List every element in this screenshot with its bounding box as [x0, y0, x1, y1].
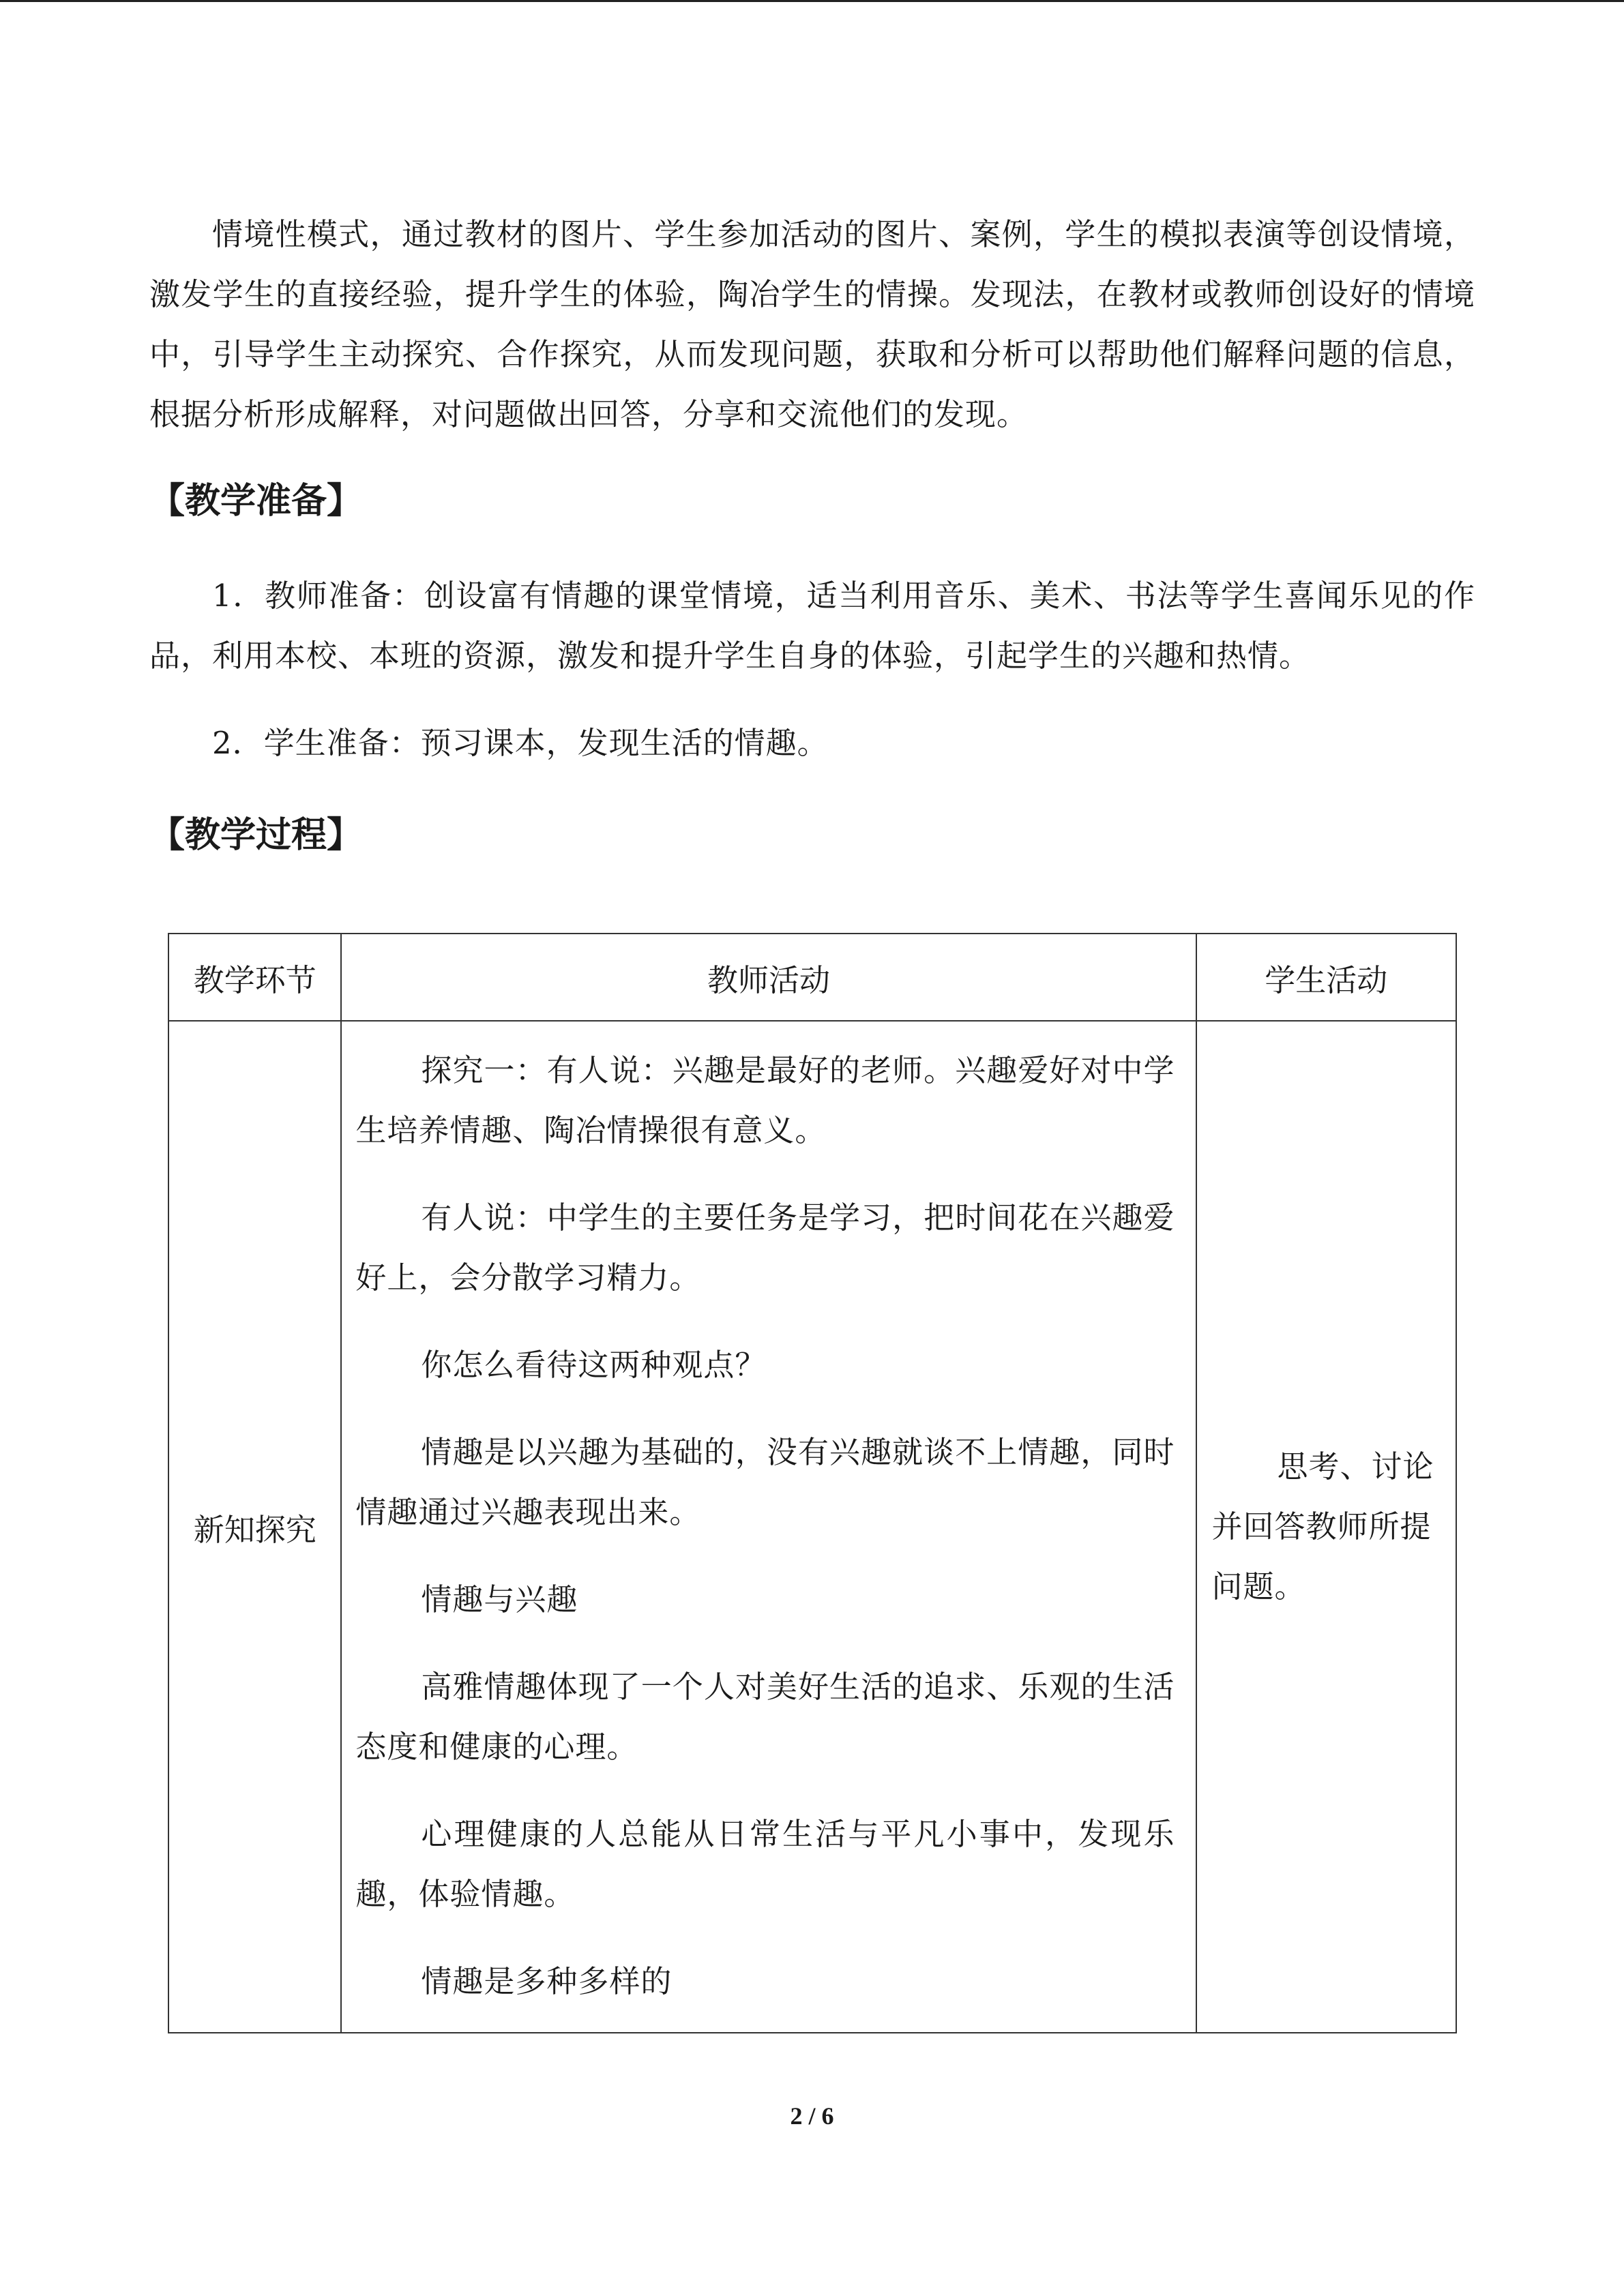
table-header-row [168, 934, 1456, 1021]
teacher-paragraph: 有人说：中学生的主要任务是学习，把时间花在兴趣爱好上，会分散学习精力。 [355, 1199, 1175, 1296]
student-activity-text: 思考、讨论并回答教师所提问题。 [1211, 1448, 1434, 1605]
student-activity-cell [1196, 1021, 1456, 2033]
intro-paragraph: 情境性模式，通过教材的图片、学生参加活动的图片、案例，学生的模拟表演等创设情境，激发学生的直接经验，提升学生的体验，陶冶学生的情操。发现法，在教材或教师创设好的情境中，引导学生主动探究、合作探究，从而发现问题，获取和分析可以帮助他们解释问题的信息，根据分析形成解释，对问题做出回答，分享和交流他们的发现。 [149, 216, 1475, 432]
page-number: 2 / 6 [790, 2102, 834, 2130]
process-heading: 【教学过程】 [149, 815, 363, 856]
preparation-item-student: 2．学生准备：预习课本，发现生活的情趣。 [212, 725, 829, 761]
teacher-paragraph: 探究一：有人说：兴趣是最好的老师。兴趣爱好对中学生培养情趣、陶冶情操很有意义。 [355, 1052, 1175, 1148]
teaching-process-table [168, 933, 1457, 2033]
teacher-paragraph: 你怎么看待这两种观点？ [421, 1347, 767, 1383]
top-border-line [0, 0, 1624, 2]
preparation-heading: 【教学准备】 [149, 481, 363, 522]
teacher-paragraph: 高雅情趣体现了一个人对美好生活的追求、乐观的生活态度和健康的心理。 [355, 1669, 1175, 1765]
header-teacher-activity: 教师活动 [341, 934, 1196, 1021]
document-page [149, 205, 1475, 892]
teacher-paragraph: 情趣与兴趣 [421, 1581, 578, 1617]
teacher-paragraph: 情趣是以兴趣为基础的，没有兴趣就谈不上情趣，同时情趣通过兴趣表现出来。 [355, 1434, 1175, 1530]
teacher-paragraph: 情趣是多种多样的 [421, 1963, 673, 1999]
teacher-paragraph: 心理健康的人总能从日常生活与平凡小事中，发现乐趣，体验情趣。 [355, 1816, 1175, 1912]
stage-cell: 新知探究 [168, 1021, 341, 2033]
preparation-item-teacher: 1．教师准备：创设富有情趣的课堂情境，适当利用音乐、美术、书法等学生喜闻乐见的作品，利用本校、本班的资源，激发和提升学生自身的体验，引起学生的兴趣和热情。 [149, 578, 1475, 674]
teacher-activity-cell [341, 1021, 1196, 2033]
table-row [168, 1021, 1456, 2033]
header-stage: 教学环节 [168, 934, 341, 1021]
header-student-activity: 学生活动 [1196, 934, 1456, 1021]
